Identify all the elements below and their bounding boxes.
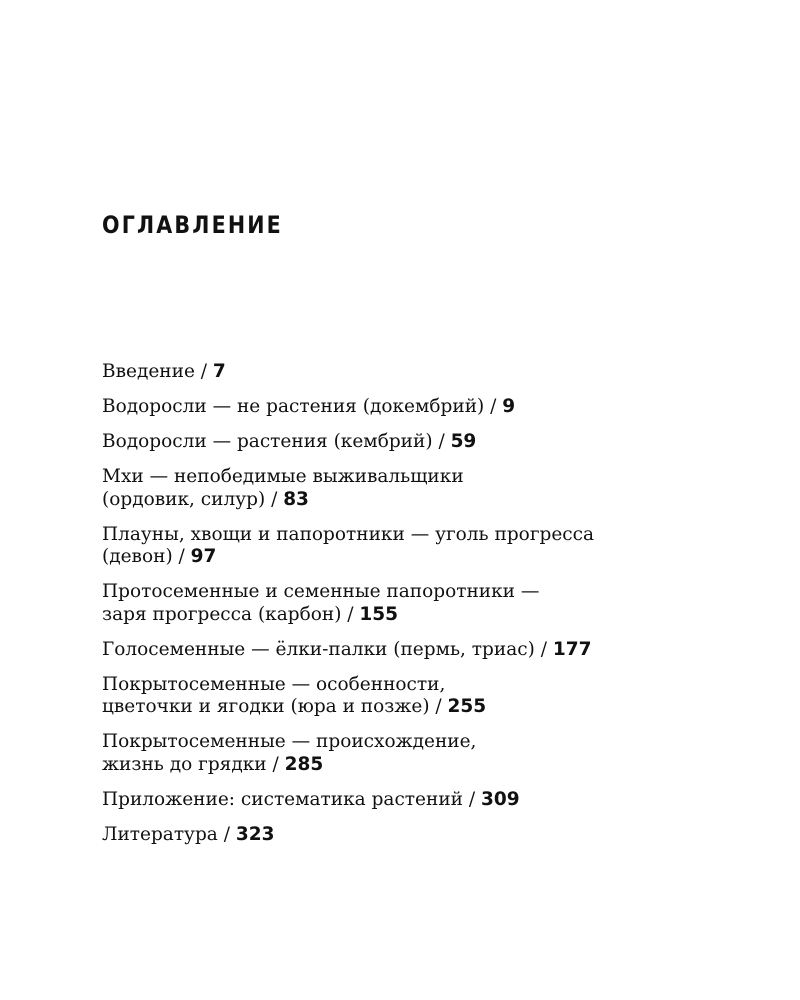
- toc-entry-page: 9: [502, 396, 516, 417]
- toc-list: [102, 361, 742, 859]
- toc-entry-title: Приложение: систематика растений: [102, 788, 463, 810]
- toc-entry-title: Протосеменные и семенные папоротники — заря прогресса (карбон): [102, 581, 540, 625]
- toc-entry-page: 255: [447, 696, 487, 717]
- toc-entry-title: Мхи — непобедимые выживальщики (ордовик, силур): [102, 466, 464, 510]
- toc-separator: /: [432, 431, 451, 452]
- toc-separator: /: [341, 603, 360, 625]
- toc-entry-page: 83: [283, 488, 309, 510]
- toc-separator: /: [534, 638, 553, 660]
- toc-entry: [102, 524, 742, 569]
- toc-separator: /: [266, 753, 285, 775]
- toc-entry-title: Покрытосеменные — особенности, цветочки и ягодки (юра и позже): [102, 673, 446, 717]
- toc-separator: /: [217, 823, 236, 845]
- toc-entry-title: Плауны, хвощи и папоротники — уголь прогресса (девон): [102, 523, 595, 567]
- toc-entry: [102, 789, 742, 812]
- toc-entry-title: Покрытосеменные — происхождение, жизнь до грядки: [102, 731, 477, 775]
- toc-separator: /: [172, 546, 191, 567]
- toc-entry-page: 177: [552, 638, 592, 660]
- toc-separator: /: [194, 361, 213, 382]
- toc-entry-page: 59: [450, 431, 477, 452]
- toc-separator: /: [463, 788, 481, 810]
- toc-separator: /: [484, 396, 503, 417]
- toc-separator: /: [429, 696, 448, 717]
- toc-entry-title: Литература: [102, 823, 218, 845]
- toc-entry-page: 309: [481, 788, 520, 810]
- toc-entry: [102, 639, 742, 662]
- toc-entry-page: 7: [212, 361, 226, 382]
- toc-entry: [102, 361, 742, 384]
- toc-entry-page: 323: [235, 823, 275, 845]
- toc-entry-page: 155: [359, 603, 399, 625]
- toc-entry: [102, 731, 742, 776]
- toc-entry-title: Водоросли — не растения (докембрий): [102, 396, 485, 417]
- toc-entry-title: Голосеменные — ёлки-палки (пермь, триас): [102, 638, 535, 660]
- toc-entry-title: Водоросли — растения (кембрий): [102, 431, 433, 452]
- toc-entry-page: 285: [284, 753, 324, 775]
- toc-entry-title: Введение: [102, 361, 195, 382]
- toc-entry: [102, 581, 742, 626]
- toc-entry: [102, 396, 742, 419]
- toc-entry: [102, 674, 742, 719]
- toc-heading: ОГЛАВЛЕНИЕ: [102, 211, 283, 239]
- toc-entry: [102, 824, 742, 847]
- toc-entry: [102, 431, 742, 454]
- toc-entry: [102, 466, 742, 511]
- toc-separator: /: [265, 488, 284, 510]
- toc-entry-page: 97: [190, 546, 217, 567]
